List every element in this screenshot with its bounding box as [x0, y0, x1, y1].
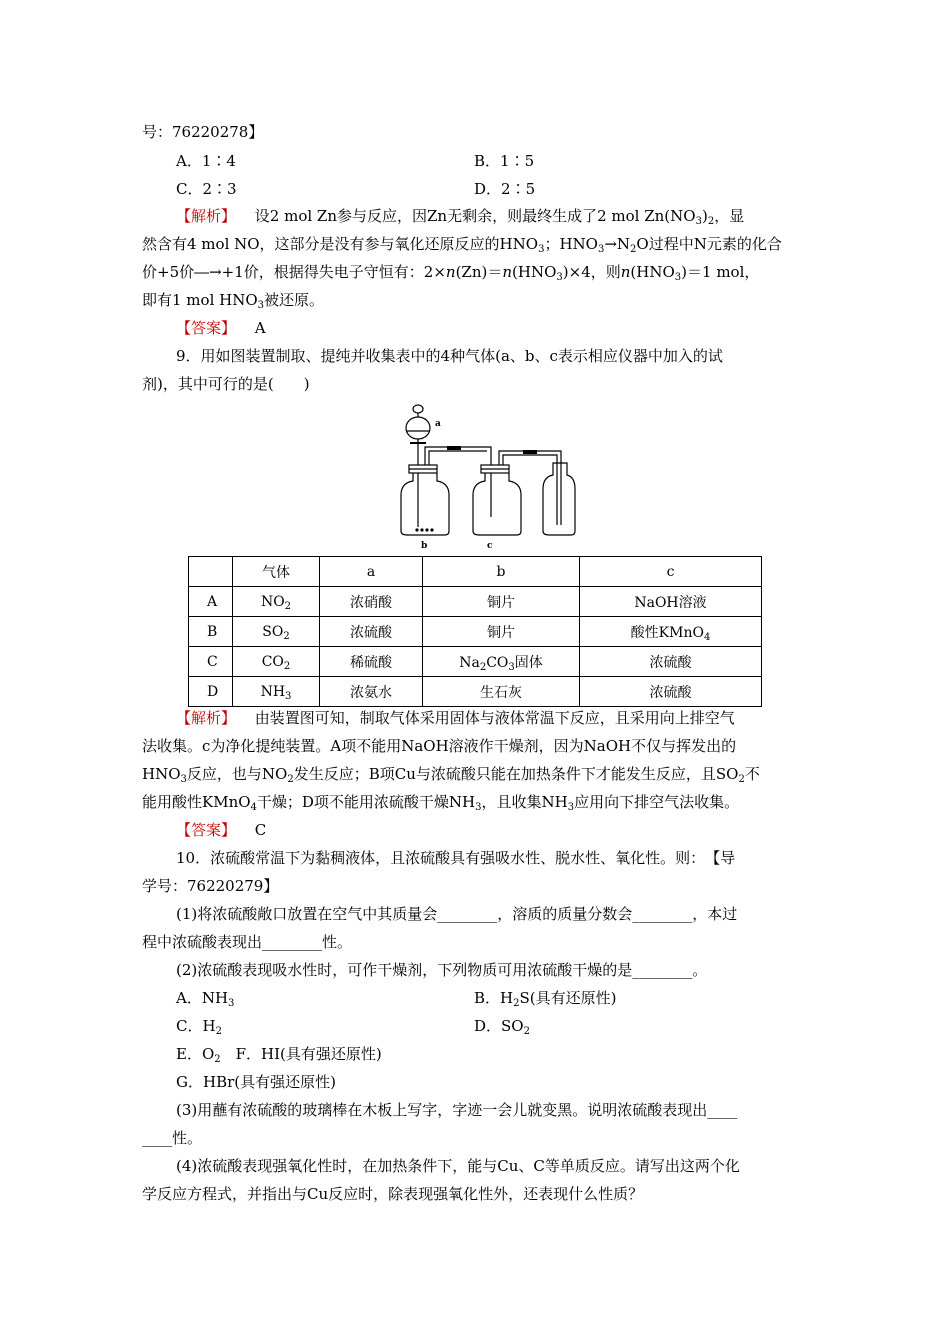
label-b: b: [421, 541, 428, 551]
q9-analysis-line4: 能用酸性KMnO$_4$干燥；D项不能用浓硫酸干燥$NH_3$，且收集$NH_3$应用向下排空气法收集。: [142, 793, 740, 813]
q10-option-c: C．$H_2$: [176, 1017, 222, 1037]
q9-stem-line2: 剂)，其中可行的是( ): [142, 375, 310, 393]
table-row: A $NO_2$ 浓硝酸 铜片 NaOH溶液: [189, 587, 762, 617]
q8-analysis-line4: 即有1 mol $HNO_3$被还原。: [142, 291, 325, 311]
q10-part1-line1: (1)将浓硫酸敞口放置在空气中其质量会________，溶质的质量分数会________，本过: [176, 905, 738, 923]
table-row: B $SO_2$ 浓硫酸 铜片 酸性KMnO$_4$: [189, 617, 762, 647]
q10-option-d: D．$SO_2$: [474, 1017, 530, 1037]
q10-stem-line1: 10．浓硫酸常温下为黏稠液体，且浓硫酸具有强吸水性、脱水性、氧化性。则： 【导: [176, 849, 736, 867]
q9-analysis-line2: 法收集。c为净化提纯装置。A项不能用NaOH溶液作干燥剂，因为NaOH不仅与挥发出的: [142, 737, 737, 755]
collection-bottle: [543, 463, 575, 535]
q8-analysis-line2: 然含有4 mol NO，这部分是没有参与氧化还原反应的$HNO_3$；$HNO_3\to N_2O$过程中N元素的化合: [142, 235, 782, 255]
q10-part1-line2: 程中浓硫酸表现出________性。: [142, 933, 353, 951]
q8-answer-value: A: [254, 319, 266, 337]
q10-stem-line2: 学号：76220279】: [142, 877, 279, 895]
table-row: C $CO_2$ 稀硫酸 $Na_2CO_3$固体 浓硫酸: [189, 647, 762, 677]
table-row: 气体 a b c: [189, 557, 762, 587]
apparatus-diagram: [395, 397, 585, 552]
q10-option-b: B．$H_2S$(具有还原性): [474, 989, 617, 1009]
q8-tail: 号：76220278】: [142, 123, 264, 141]
label-a: a: [435, 419, 441, 429]
table-row: D $NH_3$ 浓氨水 生石灰 浓硫酸: [189, 677, 762, 707]
q10-option-e-f: E．$O_2$ F．HI(具有强还原性): [176, 1045, 382, 1065]
q10-part2: (2)浓硫酸表现吸水性时，可作干燥剂，下列物质可用浓硫酸干燥的是________。: [176, 961, 708, 979]
q9-answer-value: C: [254, 821, 267, 839]
q10-part4-line1: (4)浓硫酸表现强氧化性时，在加热条件下，能与Cu、C等单质反应。请写出这两个化: [176, 1157, 740, 1175]
analysis-tag: 【解析】: [176, 709, 237, 727]
label-c: c: [487, 541, 493, 551]
q9-analysis-line1: 【解析】 由装置图可知，制取气体采用固体与液体常温下反应，且采用向上排空气: [176, 709, 735, 727]
q10-option-g: G．HBr(具有强还原性): [176, 1073, 336, 1091]
rubber-connector: [447, 446, 461, 450]
funnel-stopper: [413, 405, 423, 413]
q8-analysis-line3: 价+5价―→+1价，根据得失电子守恒有：$2\times n(Zn)=n(HNO_3)\times 4$，则$n(HNO_3)=1$ mol，: [142, 263, 760, 283]
q10-part3-line1: (3)用蘸有浓硫酸的玻璃棒在木板上写字，字迹一会儿就变黑。说明浓硫酸表现出____: [176, 1101, 738, 1119]
q9-answer: [176, 820, 266, 840]
q8-option-b: B．1∶5: [474, 152, 535, 170]
q8-option-c: C．2∶3: [176, 180, 237, 198]
answer-tag: 【答案】: [176, 319, 237, 337]
q9-stem-line1: 9．用如图装置制取、提纯并收集表中的4种气体(a、b、c表示相应仪器中加入的试: [176, 347, 723, 365]
gas-table: [188, 556, 762, 707]
purifier-bottle: [473, 473, 521, 535]
q8-answer: [176, 318, 266, 338]
q10-part4-line2: 学反应方程式，并指出与Cu反应时，除表现强氧化性外，还表现什么性质？: [142, 1185, 644, 1203]
q8-option-d: D．2∶5: [474, 180, 536, 198]
q9-analysis-line3: $HNO_3$反应，也与$NO_2$发生反应；B项Cu与浓硫酸只能在加热条件下才能发生反应，且$SO_2$不: [142, 765, 760, 785]
q10-option-a: A．$NH_3$: [176, 989, 235, 1009]
analysis-tag: 【解析】: [176, 207, 237, 225]
answer-tag: 【答案】: [176, 821, 237, 839]
q10-part3-line2: ____性。: [142, 1129, 203, 1147]
q8-option-a: A．1∶4: [176, 152, 236, 170]
q8-analysis-line1: 【解析】 设2 mol Zn参与反应，因Zn无剩余，则最终生成了2 mol $Zn(NO_3)_2$，显: [176, 207, 745, 227]
separatory-funnel: [406, 417, 430, 439]
generator-bottle: [401, 473, 449, 535]
